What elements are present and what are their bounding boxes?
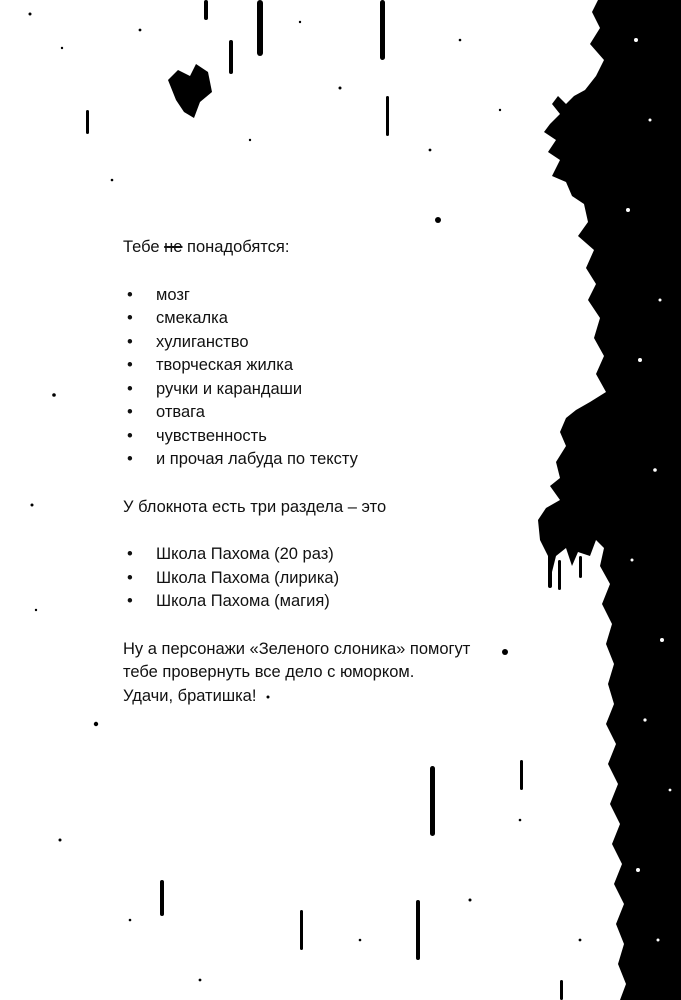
sections-list <box>123 543 543 614</box>
needs-list <box>123 284 543 472</box>
list-item: • Школа Пахома (лирика) <box>123 567 543 591</box>
spacer <box>123 614 543 638</box>
intro-struck-word: не <box>164 238 183 256</box>
list-item: • и прочая лабуда по тексту <box>123 448 543 472</box>
list-item: • смекалка <box>123 307 543 331</box>
bullet: • <box>127 450 133 468</box>
sections-intro: У блокнота есть три раздела – это <box>123 497 387 516</box>
intro-before: Тебе <box>123 238 165 256</box>
bullet: • <box>127 403 133 421</box>
spacer <box>123 260 543 284</box>
intro-after: понадобятся: <box>182 238 290 256</box>
page-text <box>123 236 543 708</box>
list-item: • Школа Пахома (магия) <box>123 590 543 614</box>
outro-line: Удачи, братишка! <box>123 686 257 705</box>
bullet: • <box>127 379 133 398</box>
list-item: • Школа Пахома (20 раз) <box>123 543 543 567</box>
list-item: • чувственность <box>123 425 543 449</box>
intro-line <box>123 236 543 260</box>
bullet: • <box>127 592 133 610</box>
grunge-cluster-top <box>86 0 389 136</box>
outro-line: Ну а персонажи «Зеленого слоника» помогут <box>123 639 471 658</box>
spacer <box>123 519 543 543</box>
bullet: • <box>127 309 133 327</box>
grunge-streaks-bottom <box>160 760 563 1000</box>
list-item: • мозг <box>123 284 543 308</box>
spacer <box>123 472 543 496</box>
bullet: • <box>127 285 133 304</box>
list-item: • отвага <box>123 401 543 425</box>
list-item: • ручки и карандаши <box>123 378 543 402</box>
ink-splatter-band <box>538 0 681 1000</box>
bullet: • <box>127 568 133 587</box>
bullet: • <box>127 356 133 374</box>
list-item: • творческая жилка <box>123 354 543 378</box>
bullet: • <box>127 545 133 563</box>
bullet: • <box>127 426 133 445</box>
outro-line: тебе провернуть все дело с юморком. <box>123 663 415 681</box>
bullet: • <box>127 332 133 351</box>
list-item: • хулиганство <box>123 331 543 355</box>
